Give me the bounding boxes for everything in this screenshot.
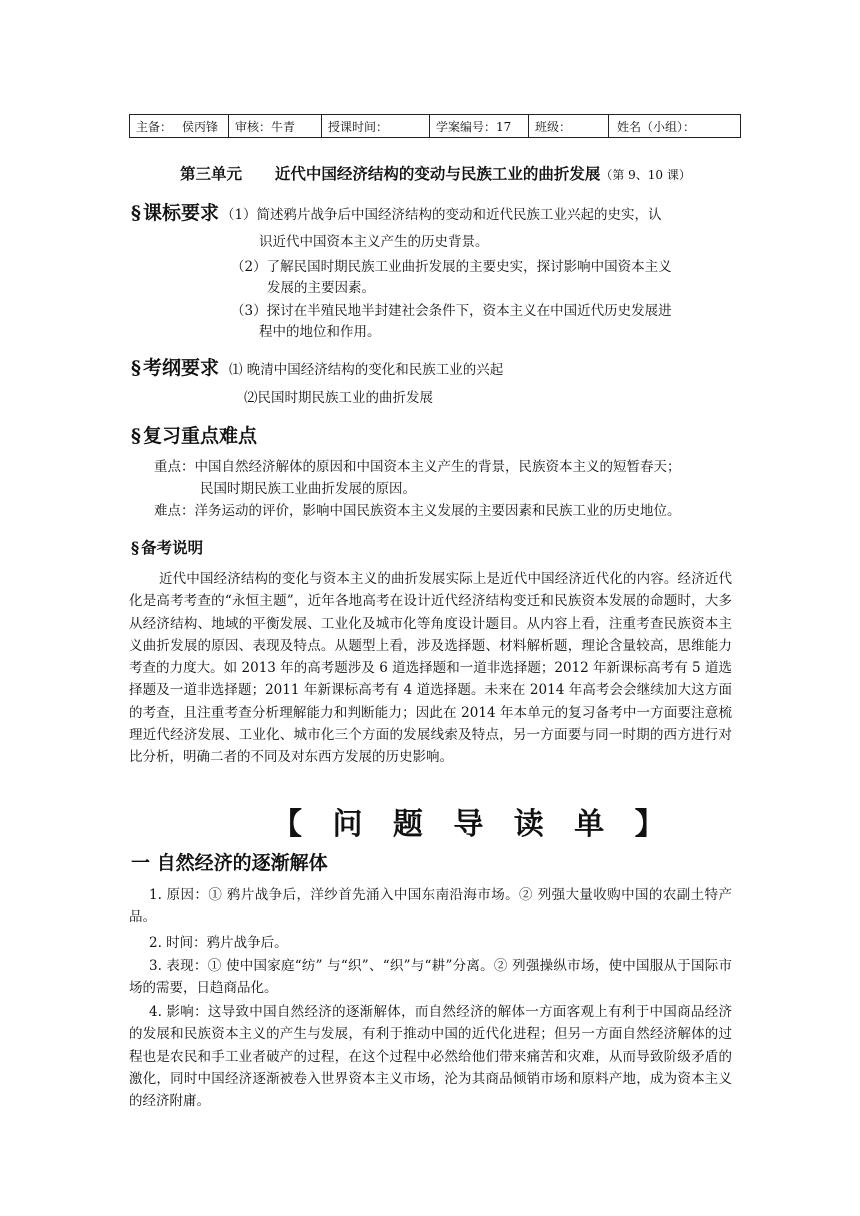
beikao-paragraph: 近代中国经济结构的变化与资本主义的曲折发展实际上是近代中国经济近代化的内容。经济近代化是高考考查的“永恒主题”，近年各地高考在设计近代经济结构变迁和民族资本发展的命题时，大多从经济结构、地域的平衡发展、工业化及城市化等角度设计题目。从内容上看，注重考查民族资本主义曲折发展的原因、表现及特点。从题型上看，涉及选择题、材料解析题，理论含量较高，思维能力考查的力度大。如 2013 年的高考题涉及 6 道选择题和一道非选择题；2012 年新课标高考有 5 道选择题及一道非选择题；2011 年新课标高考有 4 道选择题。未来在 2014 年高考会会继续加大这方面的考查，且注重考查分析理解能力和判断能力；因此在 2014 年本单元的复习备考中一方面要注意梳理近代经济发展、工业化、城市化三个方面的发展线索及特点，另一方面要与同一时期的西方进行对比分析，明确二者的不同及对东西方发展的历史影响。 — [129, 571, 732, 766]
kebiao-item3-line2: 程中的地位和作用。 — [259, 324, 381, 340]
name-cell — [609, 115, 741, 138]
reviewer-name: 牛青 — [271, 119, 296, 134]
difficult-points: 难点：洋务运动的评价，影响中国民族资本主义发展的主要因素和民族工业的历史地位。 — [154, 503, 681, 519]
guide-title: 【 问 题 导 读 单 】 — [272, 807, 675, 842]
part1-cause: 1. 原因：① 鸦片战争后，洋纱首先涌入中国东南沿海市场。② 列强大量收购中国的农副土特产品。 — [129, 887, 732, 926]
part1-impact: 4. 影响：这导致中国自然经济的逐渐解体，而自然经济的解体一方面客观上有利于中国商品经济的发展和民族资本主义的产生与发展，有利于推动中国的近代化进程；但另一方面自然经济解体的过程也是农民和手工业者破产的过程，在这个过程中必然给他们带来痛苦和灾难，从而导致阶级矛盾的激化，同时中国经济逐渐被卷入世界资本主义市场，沦为其商品倾销市场和原料产地，成为资本主义的经济附庸。 — [129, 1004, 732, 1110]
unit-label: 第三单元 — [180, 164, 243, 183]
kebiao-item1-line2: 识近代中国资本主义产生的历史背景。 — [259, 234, 489, 250]
name-label: 姓名（小组）： — [617, 119, 696, 134]
kaogang-item1: ⑴ 晚清中国经济结构的变化和民族工业的兴起 — [228, 362, 504, 378]
reviewer-label: 审核： — [235, 119, 272, 134]
part1-time: 2. 时间：鸦片战争后。 — [149, 935, 288, 951]
kaogang-heading: § 考纲要求 — [131, 357, 219, 379]
doc-no-value: 17 — [496, 119, 512, 134]
author-cell — [130, 115, 229, 138]
author-label: 主备： — [136, 119, 173, 134]
unit-main-title: 近代中国经济结构的变动与民族工业的曲折发展 — [274, 164, 601, 183]
time-cell — [322, 115, 430, 138]
kebiao-item2-line1: （2）了解民国时期民族工业曲折发展的主要史实，探讨影响中国资本主义 — [231, 259, 672, 275]
beikao-heading: § 备考说明 — [131, 538, 204, 557]
kebiao-section — [131, 198, 662, 226]
kebiao-heading: § 课标要求 — [131, 202, 219, 224]
unit-lessons: （第 9、10 课） — [600, 168, 691, 182]
unit-title — [180, 162, 691, 184]
author-name: 侯丙锋 — [182, 119, 219, 134]
kaogang-section — [131, 353, 503, 381]
time-label: 授课时间： — [328, 119, 389, 134]
part1-manifestation: 3. 表现：① 使中国家庭“纺” 与“织”、“织”与“耕”分离。② 列强操纵市场，使中国服从于国际市场的需要，日趋商品化。 — [129, 958, 732, 997]
key-points-line2: 民国时期民族工业曲折发展的原因。 — [200, 481, 416, 497]
kebiao-item2-line2: 发展的主要因素。 — [267, 280, 375, 296]
doc-no-label: 学案编号： — [436, 119, 497, 134]
kebiao-item1-line1: （1）简述鸦片战争后中国经济结构的变动和近代民族工业兴起的史实，认 — [220, 207, 662, 223]
class-cell — [529, 115, 609, 138]
part1-heading: 一 自然经济的逐渐解体 — [131, 852, 328, 874]
kaogang-item2: ⑵民国时期民族工业的曲折发展 — [244, 390, 433, 406]
zhongdian-heading: § 复习重点难点 — [131, 425, 257, 447]
kebiao-item3-line1: （3）探讨在半殖民地半封建社会条件下，资本主义在中国近代历史发展进 — [231, 303, 672, 319]
class-label: 班级： — [535, 119, 572, 134]
header-info-table — [129, 114, 741, 138]
doc-no-cell — [430, 115, 529, 138]
reviewer-cell — [229, 115, 322, 138]
key-points-line1: 重点：中国自然经济解体的原因和中国资本主义产生的背景，民族资本主义的短暂春天； — [154, 459, 681, 475]
